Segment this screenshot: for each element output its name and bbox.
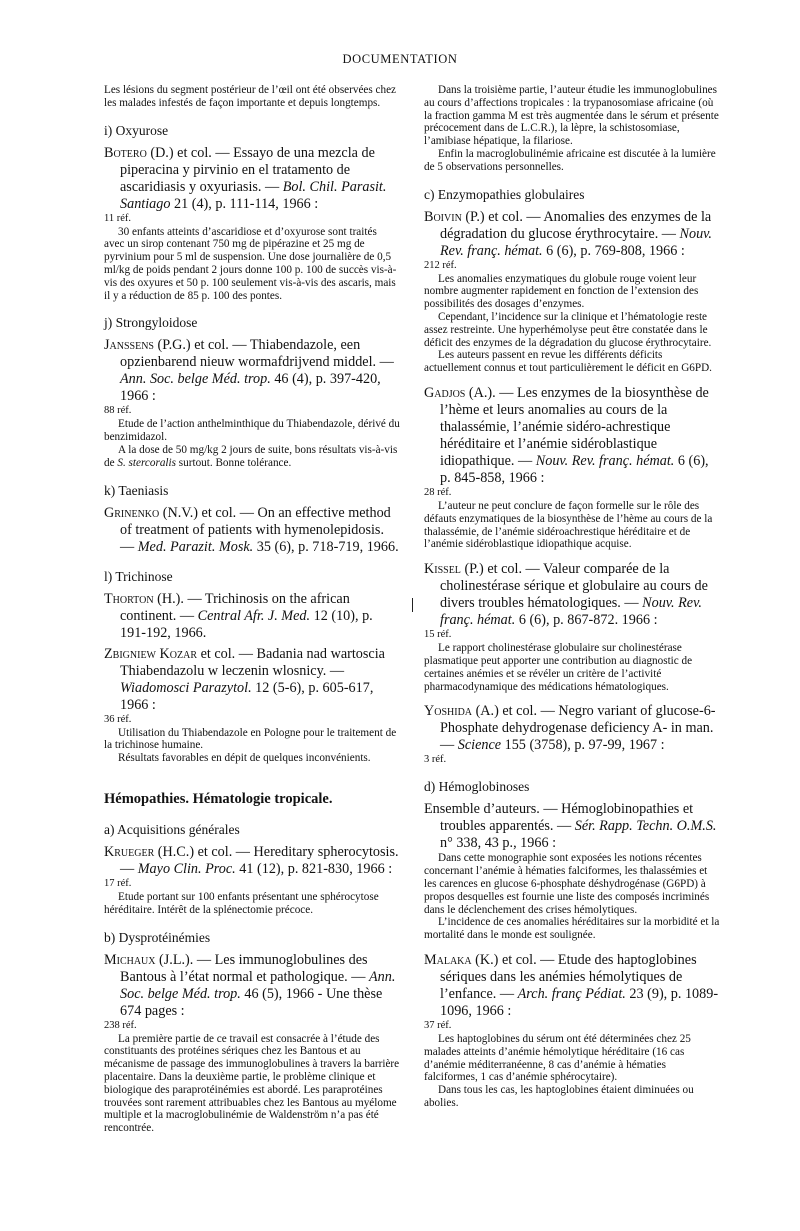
section-oxyurose: i) Oxyurose	[104, 122, 169, 138]
entry-janssens: Janssens (P.G.) et col. — Thiabendazole, een opzienbarend nieuw wormafdrijvend middel. — Ann. Soc. belge Méd. trop. 46 (4), p. 397-420, 1966 : 88 réf. Etude de l’action anthelminthique du Thiabendazole, dérivé du benzimidazol. A la dose de 50 mg/kg 2 jours de suite, bons résultats vis-à-vis de S. stercoralis surtout. Bonne tolérance.	[104, 337, 400, 469]
entry-botero: Botero (D.) et col. — Essayo de una mezcla de piperacina y pirvinio en el tratamento de ascaridiasis y oxyuriasis. — Bol. Chil. Parasit. Santiago 21 (4), p. 111-114, 1966 : 11 réf. 30 enfants atteints d’ascaridiose et d’oxyurose sont traités avec un sirop contenant 750 mg de pipérazine et 25 mg de pyrvinium pour 5 ml de suspension. Une dose journalière de 0,5 ml/kg de poids pendant 2 jours donne 100 p. 100 de succès vis-à-vis des oxyures et 50 p. 100 seulement vis-à-vis des ascaris, mais il y a réduction de 85 p. 100 des pontes.	[104, 145, 400, 303]
abstract: Etude de l’action anthelminthique du Thiabendazole, dérivé du benzimidazol.	[104, 418, 400, 444]
page-header: DOCUMENTATION	[342, 52, 458, 66]
abstract: Les anomalies enzymatiques du globule rouge voient leur nombre augmenter rapidement en fonction de l’extension des possibilités des dosages d’enzymes.	[424, 272, 699, 311]
abstract: Le rapport cholinestérase globulaire sur cholinestérase plasmatique peut apporter une contribution au diagnostic de certaines anémies et se révéler un critère de l’activité pharmacodynamique des médications hématologiques.	[424, 642, 693, 693]
entry-zbigniew: Zbigniew Kozar et col. — Badania nad wartoscia Thiabendazolu w leczenin wlosnicy. — Wiadomosci Parazytol. 12 (5-6), p. 605-617, 1966 : 36 réf. Utilisation du Thiabendazole en Pologne pour le traitement de la trichinose humaine. Résultats favorables en dépit de quelques inconvénients.	[104, 646, 400, 765]
abstract: 30 enfants atteints d’ascaridiose et d’oxyurose sont traités avec un sirop contenant 750 mg de pipérazine et 25 mg de pyrvinium pour 5 ml de suspension. Une dose journalière de 0,5 ml/kg de poids pendant 2 jours donne 100 p. 100 de succès vis-à-vis des oxyures et 50 p. 100 seulement vis-à-vis des ascaris, mais il y a réduction de 85 p. 100 des pontes.	[104, 225, 397, 302]
entry-thorton: Thorton (H.). — Trichinosis on the african continent. — Central Afr. J. Med. 12 (10), p. 191-192, 1966.	[104, 590, 373, 641]
ref-count: 212 réf.	[424, 259, 457, 271]
continued-paragraph: Enfin la macroglobulinémie africaine est discutée à la lumière de 5 observations personnelles.	[424, 147, 716, 173]
section-dysproteinemies: b) Dysprotéinémies	[104, 929, 211, 945]
abstract: Les haptoglobines du sérum ont été déterminées chez 25 malades atteints d’anémie hémolytique héréditaire (16 cas d’anémie méditerranéenne, 8 cas d’anémie à hématies falciformes, 1 cas d’anémie sphérocytaire).	[424, 1032, 691, 1084]
ref-count: 88 réf.	[104, 405, 132, 417]
abstract: Dans cette monographie sont exposées les notions récentes concernant l’anémie à hématies falciformes, les thalassémies et les carences en glucose 6-phosphate déshydrogénase (G6PD) à propos desquelles est fournie une liste des composés incriminés dans le déclenchement des crises hémolytiques.	[424, 852, 710, 916]
abstract: Cependant, l’incidence sur la clinique et l’hématologie reste assez restreinte. Une hyperhémolyse peut être constatée dans le déficit des enzymes de la dégradation du glucose érythrocytaire.	[424, 310, 712, 349]
left-column	[104, 84, 400, 1135]
section-strongyloidose: j) Strongyloidose	[104, 315, 198, 331]
entry-ensemble: Ensemble d’auteurs. — Hémoglobinopathies et troubles apparentés. — Sér. Rapp. Techn. O.M.S. n° 338, 43 p., 1966 : Dans cette monographie sont exposées les notions récentes concernant l’anémie à hématies falciformes, les thalassémies et les carences en glucose 6-phosphate déshydrogénase (G6PD) à propos desquelles est fournie une liste des composés incriminés dans le déclenchement des crises hémolytiques. L’incidence de ces anomalies héréditaires sur la morbidité et la mortalité dans le monde est soulignée.	[424, 801, 720, 942]
intro-paragraph: Les lésions du segment postérieur de l’œil ont été observées chez les malades infestés de façon importante et depuis longtemps.	[104, 84, 397, 109]
entry-yoshida: Yoshida (A.) et col. — Negro variant of glucose-6-Phosphate dehydrogenase deficiency A- in man. — Science 155 (3758), p. 97-99, 1967 : 3 réf.	[424, 703, 720, 766]
section-taeniasis: k) Taeniasis	[104, 482, 169, 498]
abstract: A la dose de 50 mg/kg 2 jours de suite, bons résultats vis-à-vis de S. stercoralis surtout. Bonne tolérance.	[104, 443, 398, 469]
column-rule	[412, 598, 413, 612]
entry-michaux: Michaux (J.L.). — Les immunoglobulines des Bantous à l’état normal et pathologique. — Ann. Soc. belge Méd. trop. 46 (5), 1966 - Une thèse 674 pages : 238 réf. La première partie de ce travail est consacrée à l’étude des constituants des protéines sériques chez les Bantous et au mécanisme de passage des immunoglobulines à travers la barrière placentaire. Dans la deuxième partie, le problème clinique et biologique des paraprotéinémies est abordé. Les paraprotéines trouvées sont rarement attribuables chez les Bantous au myélome multiple et la macroglobulinémie de Waldenström n’a pas été rencontrée.	[104, 951, 400, 1135]
section-trichinose: l) Trichinose	[104, 568, 173, 584]
abstract: La première partie de ce travail est consacrée à l’étude des constituants des protéines sériques chez les Bantous et au mécanisme de passage des immunoglobulines à travers la barrière placentaire. Dans la deuxième partie, le problème clinique et biologique des paraprotéinémies est abordé. Les paraprotéines trouvées sont rarement attribuables chez les Bantous au myélome multiple et la macroglobulinémie de Waldenström n’a pas été rencontrée.	[104, 1032, 400, 1135]
ref-count: 238 réf.	[104, 1019, 137, 1031]
abstract: Résultats favorables en dépit de quelques inconvénients.	[118, 752, 371, 765]
abstract: Utilisation du Thiabendazole en Pologne pour le traitement de la trichinose humaine.	[104, 726, 397, 752]
abstract: L’auteur ne peut conclure de façon formelle sur le rôle des défauts enzymatiques de la biosynthèse de l’hème au cours de la thalassémie, de l’anémie sidéroachrestique héréditaire et de l’anémie sidéroblastique idiopathique acquise.	[424, 499, 713, 551]
ref-count: 17 réf.	[104, 877, 132, 889]
abstract: Dans tous les cas, les haptoglobines étaient diminuées ou abolies.	[424, 1084, 694, 1109]
abstract: Les auteurs passent en revue les différents déficits actuellement connus et tout particulièrement le déficit en G6PD.	[424, 349, 712, 375]
section-hemoglobinoses: d) Hémoglobinoses	[424, 779, 530, 795]
ref-count: 36 réf.	[104, 713, 132, 725]
entry-boivin: Boivin (P.) et col. — Anomalies des enzymes de la dégradation du glucose érythrocytaire. — Nouv. Rev. franç. hémat. 6 (6), p. 769-808, 1966 : 212 réf. Les anomalies enzymatiques du globule rouge voient leur nombre augmenter rapidement en fonction de l’extension des possibilités des dosages d’enzymes. Cependant, l’incidence sur la clinique et l’hématologie reste assez restreinte. Une hyperhémolyse peut être constatée dans le déficit des enzymes de la dégradation du glucose érythrocytaire. Les auteurs passent en revue les différents déficits actuellement connus et tout particulièrement le déficit en G6PD.	[424, 209, 720, 375]
entry-kissel: Kissel (P.) et col. — Valeur comparée de la cholinestérase sérique et globulaire au cours de divers troubles hématologiques. — Nouv. Rev. franç. hémat. 6 (6), p. 867-872. 1966 : 15 réf. Le rapport cholinestérase globulaire sur cholinestérase plasmatique peut apporter une contribution au diagnostic de certaines anémies et se révéler un critère de l’activité pharmacodynamique des médications hématologiques.	[424, 561, 720, 693]
right-column	[424, 84, 720, 1110]
entry-grinenko: Grinenko (N.V.) et col. — On an effective method of treatment of patients with hymenolepidosis. — Med. Parazit. Mosk. 35 (6), p. 718-719, 1966.	[104, 504, 399, 555]
section-acquisitions: a) Acquisitions générales	[104, 821, 240, 837]
ref-count: 15 réf.	[424, 629, 452, 641]
entry-krueger: Krueger (H.C.) et col. — Hereditary spherocytosis. — Mayo Clin. Proc. 41 (12), p. 821-830, 1966 : 17 réf. Etude portant sur 100 enfants présentant une sphérocytose héréditaire. Intérêt de la splénectomie précoce.	[104, 843, 399, 916]
abstract: L’incidence de ces anomalies héréditaires sur la morbidité et la mortalité dans le monde est soulignée.	[424, 916, 720, 942]
abstract: Etude portant sur 100 enfants présentant une sphérocytose héréditaire. Intérêt de la splénectomie précoce.	[104, 890, 379, 916]
ref-count: 3 réf.	[424, 754, 447, 766]
entry-malaka: Malaka (K.) et col. — Etude des haptoglobines sériques dans les anémies hémolytiques de l’enfance. — Arch. franç Pédiat. 23 (9), p. 1089-1096, 1966 : 37 réf. Les haptoglobines du sérum ont été déterminées chez 25 malades atteints d’anémie hémolytique héréditaire (16 cas d’anémie méditerranéenne, 8 cas d’anémie à hématies falciformes, 1 cas d’anémie sphérocytaire). Dans tous les cas, les haptoglobines étaient diminuées ou abolies.	[424, 951, 719, 1109]
section-enzymopathies: c) Enzymopathies globulaires	[424, 186, 585, 202]
heading-hemopathies: Hémopathies. Hématologie tropicale.	[104, 790, 333, 807]
entry-gadjos: Gadjos (A.). — Les enzymes de la biosynthèse de l’hème et leurs anomalies au cours de la thalassémie, l’anémie sidéro-achrestique héréditaire et l’anémie sidéroblastique idiopathique. — Nouv. Rev. franç. hémat. 6 (6), p. 845-858, 1966 : 28 réf. L’auteur ne peut conclure de façon formelle sur le rôle des défauts enzymatiques de la biosynthèse de l’hème au cours de la thalassémie, de l’anémie sidéroachrestique héréditaire et de l’anémie sidéroblastique idiopathique acquise.	[424, 385, 720, 551]
ref-count: 28 réf.	[424, 486, 452, 498]
continued-paragraph: Dans la troisième partie, l’auteur étudie les immunoglobulines au cours d’affections tropicales : la trypanosomiase africaine (où la fraction gamma M est très augmentée dans le sérum et présente précocement dans de L.C.R.), la lèpre, la schistosomiase, l’amibiase hépatique, la filariose.	[424, 84, 719, 148]
ref-count: 37 réf.	[424, 1019, 452, 1031]
ref-count: 11 réf.	[104, 212, 132, 224]
